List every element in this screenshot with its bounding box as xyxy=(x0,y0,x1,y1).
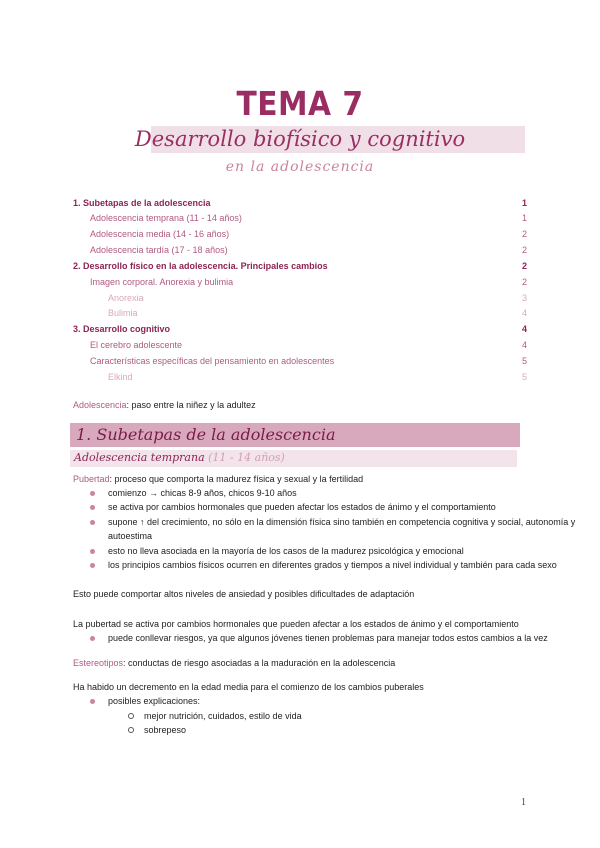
list-item-text: supone ↑ del crecimiento, no sólo en la dimensión física sino también en competencia cognitiva y social, autonomía y xyxy=(108,517,576,527)
list-item xyxy=(108,501,496,513)
toc-item[interactable] xyxy=(0,370,600,384)
toc-label: Elkind xyxy=(108,372,133,382)
section-heading: 1. Subetapas de la adolescencia xyxy=(76,425,336,444)
sub-list-item xyxy=(144,724,186,736)
toc-item[interactable] xyxy=(0,243,600,257)
toc-label: 2. Desarrollo físico en la adolescencia. Principales cambios xyxy=(73,261,328,271)
page-number: 1 xyxy=(521,797,526,808)
sub-list-item-text: sobrepeso xyxy=(144,725,187,735)
list-item xyxy=(108,695,200,707)
toc-label: 3. Desarrollo cognitivo xyxy=(73,324,171,334)
bullet-dot xyxy=(90,520,95,525)
bullet-dot xyxy=(90,491,95,496)
toc-label: Adolescencia temprana (11 - 14 años) xyxy=(90,213,242,223)
sub-list-item-text: mejor nutrición, cuidados, estilo de vida xyxy=(144,711,302,721)
list-item-continuation xyxy=(108,530,152,542)
toc-page: 1 xyxy=(521,198,527,208)
bullet-dot xyxy=(90,505,95,510)
toc-page: 3 xyxy=(521,293,527,303)
term-pubertad: Pubertad xyxy=(73,474,110,484)
bullet-ring xyxy=(128,727,134,733)
page-subtitle: Desarrollo biofísico y cognitivo xyxy=(134,127,466,151)
list-item-text: comienzo → chicas 8-9 años, chicos 9-10 años xyxy=(108,488,297,498)
list-item-text: se activa por cambios hormonales que pueden afectar los estados de ánimo y el comportamiento xyxy=(108,502,496,512)
toc-item[interactable] xyxy=(0,259,600,273)
toc-label: Imagen corporal. Anorexia y bulimia xyxy=(90,277,234,287)
term-estereotipos: Estereotipos xyxy=(73,658,124,668)
toc-item[interactable] xyxy=(0,338,600,352)
list-item xyxy=(108,559,557,571)
toc-item[interactable] xyxy=(0,275,600,289)
toc-label: Características específicas del pensamiento en adolescentes xyxy=(90,356,335,366)
toc-item[interactable] xyxy=(0,354,600,368)
page-subsubtitle: en la adolescencia xyxy=(225,159,375,175)
toc-page: 5 xyxy=(521,356,527,366)
toc-item[interactable] xyxy=(0,306,600,320)
list-item-text: los principios cambios físicos ocurren en diferentes grados y tiempos a nivel individual y también para cada sexo xyxy=(108,560,557,570)
intro-text: : paso entre la niñez y la adultez xyxy=(126,400,256,410)
sub-list-item xyxy=(144,710,302,722)
toc-page: 2 xyxy=(521,229,527,239)
toc-page: 4 xyxy=(521,340,527,350)
subsection-title: Adolescencia temprana xyxy=(74,451,205,464)
toc-page: 2 xyxy=(521,245,527,255)
list-item-text: autoestima xyxy=(108,531,153,541)
toc-label: Anorexia xyxy=(108,293,144,303)
toc-page: 1 xyxy=(521,213,527,223)
toc-item[interactable] xyxy=(0,322,600,336)
bullet-dot xyxy=(90,699,95,704)
toc-label: El cerebro adolescente xyxy=(90,340,183,350)
estereotipos-text: : conductas de riesgo asociadas a la maduración en la adolescencia xyxy=(123,658,396,668)
pubertad-paragraph xyxy=(73,473,363,485)
list-item xyxy=(108,632,548,644)
bullet-ring xyxy=(128,713,134,719)
toc-label: Bulimia xyxy=(108,308,138,318)
toc-label: Adolescencia media (14 - 16 años) xyxy=(90,229,230,239)
list-item xyxy=(108,516,575,528)
list-item-text: posibles explicaciones: xyxy=(108,696,201,706)
pubertad-text: : proceso que comporta la madurez física y sexual y la fertilidad xyxy=(109,474,364,484)
toc-page: 2 xyxy=(521,261,527,271)
page-title: TEMA 7 xyxy=(236,84,364,123)
toc-page: 5 xyxy=(521,372,527,382)
toc-label: 1. Subetapas de la adolescencia xyxy=(73,198,211,208)
term-adolescencia: Adolescencia xyxy=(73,400,127,410)
bullet-dot xyxy=(90,563,95,568)
paragraph-decremento: Ha habido un decremento en la edad media para el comienzo de los cambios puberales xyxy=(73,682,424,692)
toc-page: 4 xyxy=(521,324,527,334)
toc-label: Adolescencia tardía (17 - 18 años) xyxy=(90,245,228,255)
list-item xyxy=(108,545,464,557)
toc-item[interactable] xyxy=(0,196,600,210)
subsection-range: (11 - 14 años) xyxy=(208,451,285,464)
list-item xyxy=(108,487,297,499)
subsection-heading xyxy=(74,451,285,464)
toc-page: 2 xyxy=(521,277,527,287)
bullet-dot xyxy=(90,636,95,641)
toc-page: 4 xyxy=(521,308,527,318)
bullet-dot xyxy=(90,549,95,554)
estereotipos-paragraph xyxy=(73,657,395,669)
toc-item[interactable] xyxy=(0,211,600,225)
intro-paragraph xyxy=(73,399,256,411)
paragraph-pubertad-hormonal: La pubertad se activa por cambios hormonales que pueden afectar a los estados de ánimo y el comportamiento xyxy=(73,619,519,629)
paragraph-ansiedad: Esto puede comportar altos niveles de ansiedad y posibles dificultades de adaptación xyxy=(73,589,415,599)
toc-item[interactable] xyxy=(0,291,600,305)
toc-item[interactable] xyxy=(0,227,600,241)
list-item-text: puede conllevar riesgos, ya que algunos jóvenes tienen problemas para manejar todos estos cambios a la vez xyxy=(108,633,548,643)
list-item-text: esto no lleva asociada en la mayoría de los casos de la madurez psicológica y emocional xyxy=(108,546,464,556)
